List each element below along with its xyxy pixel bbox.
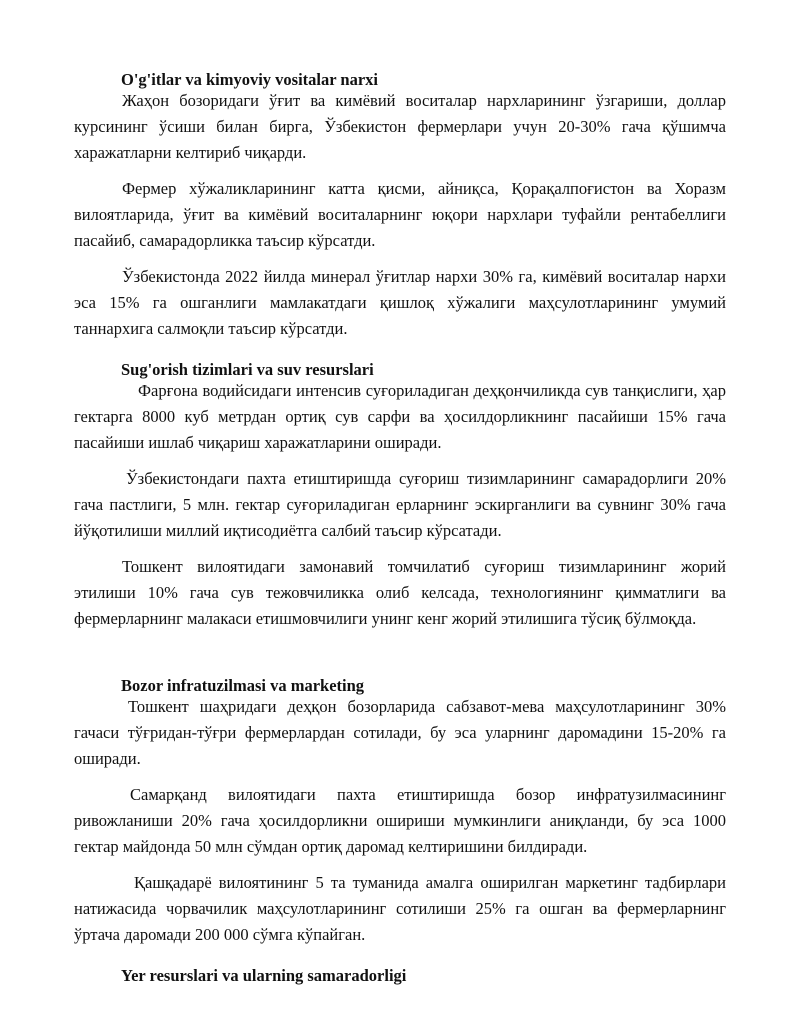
- paragraph-kashkadarya-marketing: Қашқадарё вилоятининг 5 та туманида амалга оширилган маркетинг тадбирлари натижасида чорвачилик маҳсулотларининг сотилиши 25% га ошган ва фермерларнинг ўртача даромади 200 000 сўмга кўпайган.: [74, 873, 726, 944]
- paragraph-karakalpakstan-khorezm: Фермер хўжаликларининг катта қисми, айниқса, Қорақалпоғистон ва Хоразм вилоятларида, ўғит ва кимёвий воситаларнинг юқори нархлари туфайли рентабеллиги пасайиб, самарадорликка таъсир кўрсатди.: [74, 179, 726, 250]
- section-heading-market-infrastructure: Bozor infratuzilmasi va marketing: [121, 676, 365, 695]
- section-heading-land-resources: Yer resurslari va ularning samaradorligi: [121, 966, 407, 985]
- paragraph-world-market-fertilizer: Жаҳон бозоридаги ўғит ва кимёвий воситалар нархларининг ўзгариши, доллар курсининг ўсиши билан бирга, Ўзбекистон фермерлари учун 20-30% гача қўшимча харажатларни келтириб чиқарди.: [74, 91, 726, 162]
- section-heading-irrigation: Sug'orish tizimlari va suv resurslari: [121, 360, 374, 379]
- paragraph-fergana-water-shortage: Фарғона водийсидаги интенсив суғориладиган деҳқончиликда сув танқислиги, ҳар гектарга 8000 куб метрдан ортиқ сув сарфи ва ҳосилдорликнинг пасайиши 15% гача пасайиши ишлаб чиқариш харажатларини оширади.: [74, 381, 726, 452]
- paragraph-tashkent-farmers-markets: Тошкент шаҳридаги деҳқон бозорларида сабзавот-мева маҳсулотларининг 30% гачаси тўғридан-тўғри фермерлардан сотилади, бу эса уларнинг даромадини 15-20% га оширади.: [74, 697, 726, 768]
- paragraph-tashkent-drip-irrigation: Тошкент вилоятидаги замонавий томчилатиб суғориш тизимларининг жорий этилиши 10% гача сув тежовчиликка олиб келсада, технологиянинг қимматлиги ва фермерларнинг малакаси етишмовчилиги унинг кенг жорий этилишига тўсиқ бўлмоқда.: [74, 557, 726, 628]
- paragraph-samarkand-market-infrastructure: Самарқанд вилоятидаги пахта етиштиришда бозор инфратузилмасининг ривожланиши 20% гача ҳосилдорликни ошириши мумкинлиги аниқланди, бу эса 1000 гектар майдонда 50 млн сўмдан ортиқ даромад келтиришини билдиради.: [74, 785, 726, 856]
- section-heading-fertilizer-prices: O'g'itlar va kimyoviy vositalar narxi: [121, 70, 378, 89]
- paragraph-2022-price-growth: Ўзбекистонда 2022 йилда минерал ўғитлар нархи 30% га, кимёвий воситалар нархи эса 15% га ошганлиги мамлакатдаги қишлоқ хўжалиги маҳсулотларининг умумий таннархига салмоқли таъсир кўрсатди.: [74, 267, 726, 338]
- paragraph-cotton-irrigation-efficiency: Ўзбекистондаги пахта етиштиришда суғориш тизимларининг самарадорлиги 20% гача пастлиги, 5 млн. гектар суғориладиган ерларнинг эскирганлиги ва сувнинг 30% гача йўқотилиши миллий иқтисодиётга салбий таъсир кўрсатади.: [74, 469, 726, 540]
